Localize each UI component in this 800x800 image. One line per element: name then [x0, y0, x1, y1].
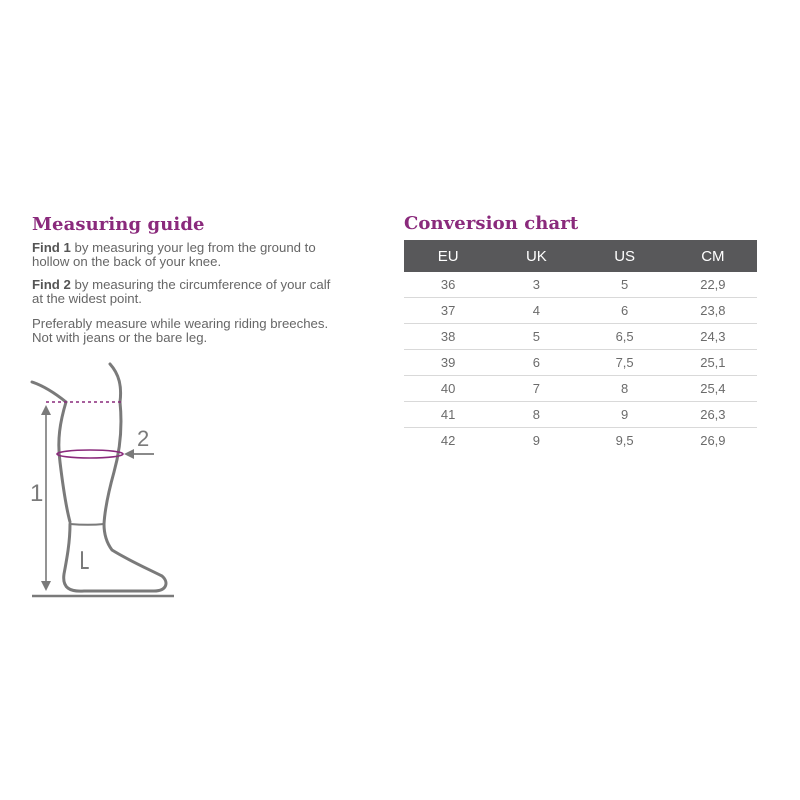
column-header-cm: CM: [669, 240, 757, 272]
cell-cm: 22,9: [669, 272, 757, 298]
cell-eu: 41: [404, 402, 492, 428]
cell-us: 7,5: [581, 350, 669, 376]
conversion-chart-title: Conversion chart: [404, 213, 579, 234]
measuring-guide: [32, 214, 332, 354]
table-row: [404, 376, 757, 402]
cell-eu: 36: [404, 272, 492, 298]
cell-us: 8: [581, 376, 669, 402]
measuring-preference-note: Preferably measure while wearing riding breeches. Not with jeans or the bare leg.: [32, 316, 329, 345]
cell-eu: 40: [404, 376, 492, 402]
cell-uk: 4: [492, 298, 580, 324]
cell-uk: 6: [492, 350, 580, 376]
cell-cm: 25,4: [669, 376, 757, 402]
find-1-text: by measuring your leg from the ground to hollow on the back of your knee.: [32, 240, 316, 269]
table-row: [404, 272, 757, 298]
leg-measurement-icon: [22, 362, 182, 602]
cell-us: 9,5: [615, 433, 634, 448]
cell-uk: 9: [532, 433, 540, 448]
cell-uk: 3: [492, 272, 580, 298]
cell-eu: 42: [440, 433, 456, 448]
length-measure-label: 1: [30, 480, 44, 507]
table-row: [404, 428, 757, 454]
cell-us: 6,5: [581, 324, 669, 350]
column-header-eu: EU: [404, 240, 492, 272]
cell-cm: 24,3: [669, 324, 757, 350]
column-header-us: US: [581, 240, 669, 272]
table-row: [404, 350, 757, 376]
cell-cm: 26,3: [669, 402, 757, 428]
find-1-label: Find 1: [32, 240, 71, 255]
cell-us: 5: [581, 272, 669, 298]
find-2-text: by measuring the circumference of your calf at the widest point.: [32, 277, 331, 306]
find-2-label: Find 2: [32, 277, 71, 292]
column-header-uk: UK: [492, 240, 580, 272]
cell-eu: 38: [404, 324, 492, 350]
cell-cm: 26,9: [700, 433, 726, 448]
find-1-instruction: [32, 241, 332, 269]
cell-cm: 23,8: [669, 298, 757, 324]
cell-eu: 39: [404, 350, 492, 376]
cell-eu: 37: [404, 298, 492, 324]
conversion-chart: [404, 213, 757, 453]
find-2-instruction: [32, 278, 332, 306]
cell-uk: 7: [492, 376, 580, 402]
cell-uk: 5: [492, 324, 580, 350]
circumference-measure-label: 2: [137, 426, 150, 451]
table-row: [404, 324, 757, 350]
table-header-row: [404, 240, 757, 272]
cell-us: 9: [581, 402, 669, 428]
size-conversion-table: [404, 240, 757, 453]
cell-us: 6: [581, 298, 669, 324]
table-row: [404, 402, 757, 428]
measuring-guide-title: Measuring guide: [32, 214, 205, 235]
cell-uk: 8: [492, 402, 580, 428]
table-row: [404, 298, 757, 324]
cell-cm: 25,1: [669, 350, 757, 376]
